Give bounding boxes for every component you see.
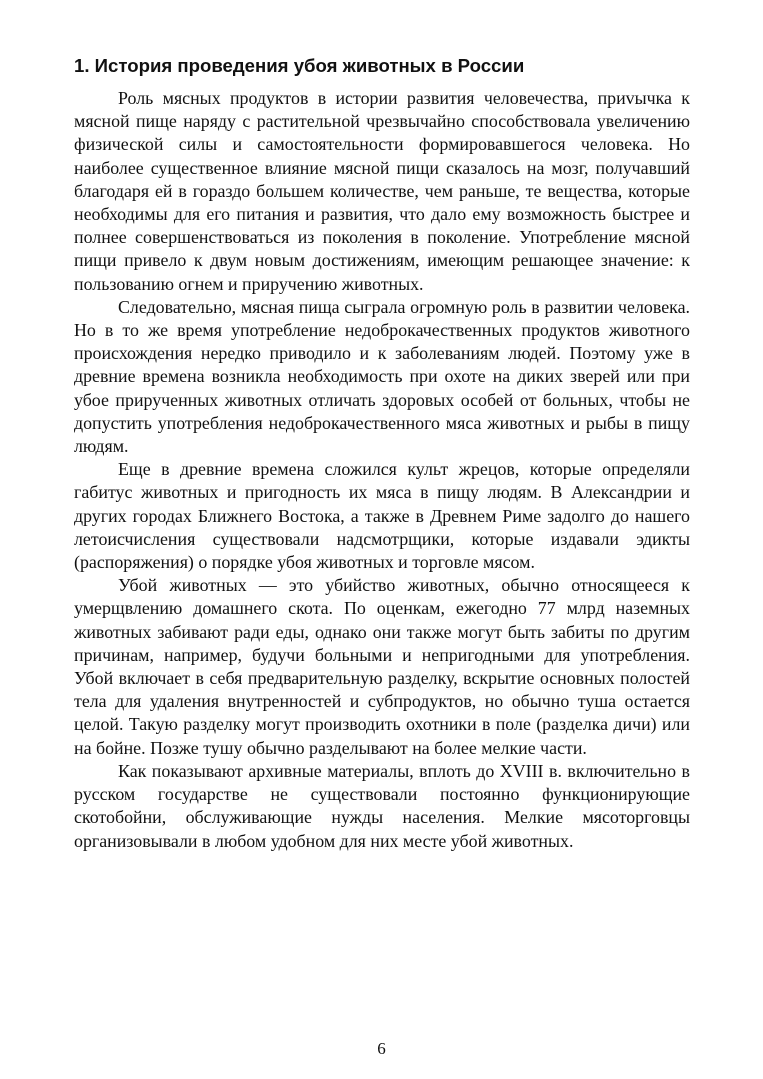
paragraph-2: Следовательно, мясная пища сыграла огромную роль в развитии человека. Но в то же время употребление недоброкачественных продуктов животного происхождения нередко приводило и к заболеваниям людей. Поэтому уже в древние времена возникла необходимость при охоте на диких зверей или при убое прирученных животных отличать здоровых особей от больных, чтобы не допустить употребления недоброкачественного мяса животных и рыбы в пищу людям. [74, 296, 690, 457]
paragraph-1: Роль мясных продуктов в истории развития человечества, приvычка к мясной пище наряду с растительной чрезвычайно способствовала увеличению физической силы и самостоятельности формировавшегося человека. Но наиболее существенное влияние мясной пищи сказалось на мозг, получавший благодаря ей в гораздо большем количестве, чем раньше, те вещества, которые необходимы для его питания и развития, что дало ему возможность быстрее и полнее совершенствоваться из поколения в поколение. Употребление мясной пищи привело к двум новым достижениям, имеющим решающее значение: к пользованию огнем и приручению животных. [74, 88, 690, 294]
section-heading: 1. История проведения убоя животных в России [74, 55, 525, 76]
paragraph-4: Убой животных — это убийство животных, обычно относящееся к умерщвлению домашнего скота. По оценкам, ежегодно 77 млрд наземных животных забивают ради еды, однако они также могут быть забиты по другим причинам, например, будучи больными и непригодными для употребления. Убой включает в себя предварительную разделку, вскрытие основных полостей тела для удаления внутренностей и субпродуктов, но обычно туша остается целой. Такую разделку могут производить охотники в поле (разделка дичи) или на бойне. Позже тушу обычно разделывают на более мелкие части. [74, 575, 690, 758]
page-number: 6 [377, 1039, 386, 1058]
paragraph-3: Еще в древние времена сложился культ жрецов, которые определяли габитус животных и пригодность их мяса в пищу людям. В Александрии и других городах Ближнего Востока, а также в Древнем Риме задолго до нашего летоисчисления существовали надсмотрщики, которые издавали эдикты (распоряжения) о порядке убоя животных и торговле мясом. [74, 459, 690, 573]
body-text [74, 87, 690, 853]
paragraph-5: Как показывают архивные материалы, вплоть до XVIII в. включительно в русском государстве не существовали постоянно функционирующие скотобойни, обслуживающие нужды населения. Мелкие мясоторговцы организовывали в любом удобном для них месте убой животных. [74, 760, 690, 851]
